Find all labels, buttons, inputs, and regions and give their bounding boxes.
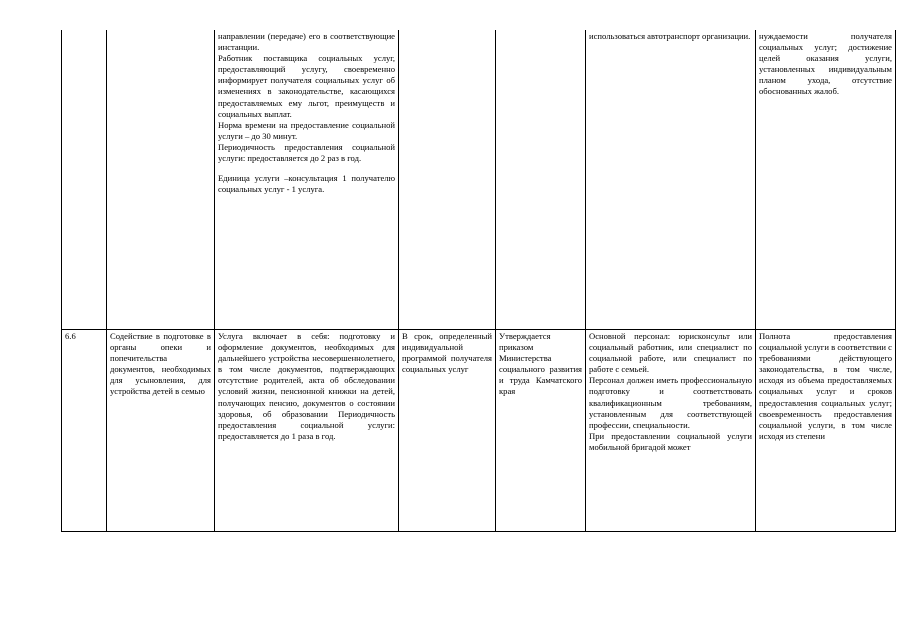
cell-description xyxy=(215,30,399,330)
service-unit-text: Единица услуги –консультация 1 получателю социальных услуг - 1 услуга. xyxy=(218,173,395,195)
conditions-paragraph: Основной персонал: юрисконсульт или социальный работник, или специалист по социальной работе, или специалист по работе с семьей. xyxy=(589,331,752,375)
term-text: В срок, определенный индивидуальной программой получателя социальных услуг xyxy=(402,331,492,375)
description-paragraph: Работник поставщика социальных услуг, предоставляющий услугу, своевременно информирует получателя социальных услуг об изменениях в законодательстве, касающихся предоставляемых ему льгот, преимуществ и социальных выплат. xyxy=(218,53,395,119)
row-number: 6.6 xyxy=(65,331,76,341)
description-paragraph: направлении (передаче) его в соответствующие инстанции. xyxy=(218,31,395,53)
service-name: Содействие в подготовке в органы опеки и попечительства документов, необходимых для усыновления, для устройства детей в семью xyxy=(110,331,211,397)
cell-term xyxy=(399,330,496,532)
conditions-text: использоваться автотранспорт организации. xyxy=(589,31,751,41)
cell-number xyxy=(62,30,107,330)
services-table xyxy=(61,30,896,532)
table-row-continuation xyxy=(62,30,896,330)
cell-number xyxy=(62,330,107,532)
cell-tariff xyxy=(496,30,586,330)
cell-service-name xyxy=(107,30,215,330)
cell-term xyxy=(399,30,496,330)
description-paragraph: Норма времени на предоставление социальной услуги – до 30 минут. xyxy=(218,119,395,141)
conditions-paragraph: При предоставлении социальной услуги мобильной бригадой может xyxy=(589,430,752,452)
quality-text: Полнота предоставления социальной услуги в соответствии с требованиями действующего законодательства, в том числе, исходя из объема предоставляемых социальных услуг и сроков предоставления социальных услуг; своевременность предоставления социальной услуги, в том числе исходя из степени xyxy=(759,331,892,441)
cell-quality xyxy=(756,330,896,532)
tariff-text: Утверждается приказом Министерства социального развития и труда Камчатского края xyxy=(499,331,582,397)
description-text: Услуга включает в себя: подготовку и оформление документов, необходимых для дальнейшего устройства несовершеннолетнего, в том числе документов, подтверждающих отсутствие родителей, акта об обследовании условий жизни, пенсионной книжки на детей, получающих пенсию, документов о состоянии здоровья, об образовании Периодичность предоставления социальной услуги: предоставляется до 1 раза в год. xyxy=(218,331,395,441)
cell-quality xyxy=(756,30,896,330)
description-paragraph: Периодичность предоставления социальной услуги: предоставляется до 2 раз в год. xyxy=(218,141,395,164)
quality-text: нуждаемости получателя социальных услуг; достижение целей оказания услуги, установленных индивидуальным планом ухода, отсутствие обоснованных жалоб. xyxy=(759,31,892,97)
cell-conditions xyxy=(586,330,756,532)
conditions-paragraph: Персонал должен иметь профессиональную подготовку и соответствовать квалификационным требованиям, установленным для соответствующей профессии, специальности. xyxy=(589,375,752,430)
cell-tariff xyxy=(496,330,586,532)
table-row-6-6 xyxy=(62,330,896,532)
cell-conditions xyxy=(586,30,756,330)
cell-service-name xyxy=(107,330,215,532)
cell-description xyxy=(215,330,399,532)
